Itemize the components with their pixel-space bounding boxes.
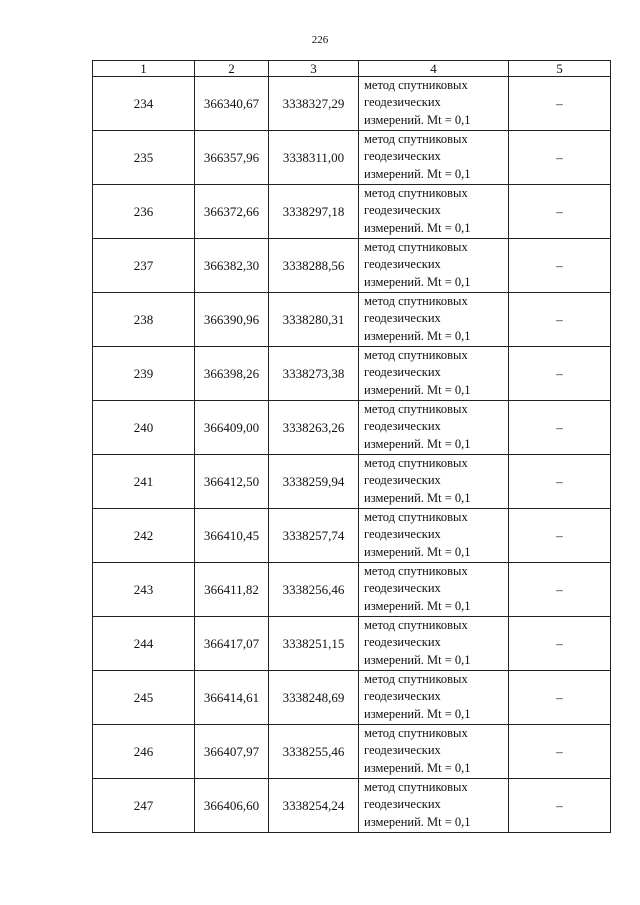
coordinate-x-cell: 366398,26: [195, 347, 269, 401]
table-row: [93, 779, 611, 833]
header-col-2: 2: [195, 61, 269, 77]
point-number-cell: 245: [93, 671, 195, 725]
coordinate-x-cell: 366410,45: [195, 509, 269, 563]
note-cell: –: [509, 725, 611, 779]
method-line: метод спутниковых: [364, 348, 468, 362]
table-row: [93, 563, 611, 617]
point-number-cell: 239: [93, 347, 195, 401]
coordinate-y-cell: 3338311,00: [269, 131, 359, 185]
method-line: метод спутниковых: [364, 726, 468, 740]
note-cell: –: [509, 509, 611, 563]
method-line: измерений. Mt = 0,1: [364, 652, 471, 667]
method-line: геодезических: [364, 419, 441, 434]
method-cell: [359, 131, 509, 185]
method-line: измерений. Mt = 0,1: [364, 706, 471, 721]
method-line: измерений. Mt = 0,1: [364, 598, 471, 613]
coordinate-y-cell: 3338263,26: [269, 401, 359, 455]
method-cell: [359, 455, 509, 509]
method-line: геодезических: [364, 527, 441, 542]
table-header: [93, 61, 611, 77]
method-line: измерений. Mt = 0,1: [364, 814, 471, 829]
method-line: измерений. Mt = 0,1: [364, 544, 471, 559]
coordinate-y-cell: 3338257,74: [269, 509, 359, 563]
point-number-cell: 237: [93, 239, 195, 293]
method-line: геодезических: [364, 581, 441, 596]
method-line: метод спутниковых: [364, 402, 468, 416]
table-row: [93, 455, 611, 509]
note-cell: –: [509, 671, 611, 725]
table-row: [93, 671, 611, 725]
method-cell: [359, 617, 509, 671]
method-line: измерений. Mt = 0,1: [364, 112, 471, 127]
coordinate-x-cell: 366417,07: [195, 617, 269, 671]
note-cell: –: [509, 131, 611, 185]
point-number-cell: 246: [93, 725, 195, 779]
method-line: геодезических: [364, 203, 441, 218]
coordinate-y-cell: 3338327,29: [269, 77, 359, 131]
header-col-3: 3: [269, 61, 359, 77]
header-row: [93, 61, 611, 77]
header-col-4: 4: [359, 61, 509, 77]
method-cell: [359, 239, 509, 293]
coordinate-y-cell: 3338297,18: [269, 185, 359, 239]
coordinate-x-cell: 366409,00: [195, 401, 269, 455]
method-cell: [359, 725, 509, 779]
coordinate-y-cell: 3338259,94: [269, 455, 359, 509]
note-cell: –: [509, 77, 611, 131]
table-row: [93, 185, 611, 239]
coordinate-y-cell: 3338255,46: [269, 725, 359, 779]
method-cell: [359, 347, 509, 401]
note-cell: –: [509, 239, 611, 293]
coordinate-y-cell: 3338256,46: [269, 563, 359, 617]
coordinate-x-cell: 366382,30: [195, 239, 269, 293]
method-line: измерений. Mt = 0,1: [364, 490, 471, 505]
header-col-1: 1: [93, 61, 195, 77]
method-line: метод спутниковых: [364, 510, 468, 524]
coordinate-x-cell: 366390,96: [195, 293, 269, 347]
table-row: [93, 77, 611, 131]
table-row: [93, 293, 611, 347]
table-row: [93, 725, 611, 779]
point-number-cell: 235: [93, 131, 195, 185]
method-line: метод спутниковых: [364, 186, 468, 200]
coordinate-x-cell: 366407,97: [195, 725, 269, 779]
note-cell: –: [509, 185, 611, 239]
method-cell: [359, 779, 509, 833]
coordinate-y-cell: 3338251,15: [269, 617, 359, 671]
method-line: геодезических: [364, 365, 441, 380]
method-cell: [359, 293, 509, 347]
method-cell: [359, 671, 509, 725]
point-number-cell: 244: [93, 617, 195, 671]
coordinates-table: [92, 60, 611, 833]
method-cell: [359, 185, 509, 239]
point-number-cell: 241: [93, 455, 195, 509]
method-line: измерений. Mt = 0,1: [364, 220, 471, 235]
page-number: 226: [311, 34, 329, 46]
coordinate-x-cell: 366411,82: [195, 563, 269, 617]
method-cell: [359, 77, 509, 131]
method-line: метод спутниковых: [364, 456, 468, 470]
method-line: метод спутниковых: [364, 564, 468, 578]
point-number-cell: 247: [93, 779, 195, 833]
point-number-cell: 242: [93, 509, 195, 563]
coordinate-x-cell: 366412,50: [195, 455, 269, 509]
method-line: метод спутниковых: [364, 672, 468, 686]
method-line: геодезических: [364, 689, 441, 704]
coordinate-x-cell: 366406,60: [195, 779, 269, 833]
method-line: метод спутниковых: [364, 618, 468, 632]
method-line: геодезических: [364, 95, 441, 110]
coordinate-x-cell: 366340,67: [195, 77, 269, 131]
method-line: геодезических: [364, 257, 441, 272]
method-line: геодезических: [364, 635, 441, 650]
method-line: метод спутниковых: [364, 780, 468, 794]
note-cell: –: [509, 347, 611, 401]
method-line: метод спутниковых: [364, 240, 468, 254]
table-row: [93, 239, 611, 293]
coordinate-y-cell: 3338248,69: [269, 671, 359, 725]
method-line: измерений. Mt = 0,1: [364, 760, 471, 775]
note-cell: –: [509, 779, 611, 833]
table-body: [93, 77, 611, 833]
method-line: измерений. Mt = 0,1: [364, 436, 471, 451]
method-cell: [359, 563, 509, 617]
note-cell: –: [509, 617, 611, 671]
note-cell: –: [509, 563, 611, 617]
method-line: геодезических: [364, 149, 441, 164]
point-number-cell: 240: [93, 401, 195, 455]
coordinate-y-cell: 3338273,38: [269, 347, 359, 401]
table-row: [93, 401, 611, 455]
table-row: [93, 617, 611, 671]
point-number-cell: 238: [93, 293, 195, 347]
method-cell: [359, 401, 509, 455]
method-line: измерений. Mt = 0,1: [364, 274, 471, 289]
point-number-cell: 236: [93, 185, 195, 239]
note-cell: –: [509, 293, 611, 347]
method-line: измерений. Mt = 0,1: [364, 166, 471, 181]
coordinate-x-cell: 366357,96: [195, 131, 269, 185]
method-line: измерений. Mt = 0,1: [364, 328, 471, 343]
method-cell: [359, 509, 509, 563]
method-line: измерений. Mt = 0,1: [364, 382, 471, 397]
coordinate-y-cell: 3338288,56: [269, 239, 359, 293]
coordinate-x-cell: 366372,66: [195, 185, 269, 239]
method-line: геодезических: [364, 743, 441, 758]
coordinate-x-cell: 366414,61: [195, 671, 269, 725]
table-row: [93, 347, 611, 401]
coordinate-y-cell: 3338254,24: [269, 779, 359, 833]
note-cell: –: [509, 401, 611, 455]
method-line: геодезических: [364, 473, 441, 488]
method-line: геодезических: [364, 797, 441, 812]
method-line: метод спутниковых: [364, 132, 468, 146]
method-line: метод спутниковых: [364, 294, 468, 308]
method-line: геодезических: [364, 311, 441, 326]
method-line: метод спутниковых: [364, 78, 468, 92]
note-cell: –: [509, 455, 611, 509]
point-number-cell: 243: [93, 563, 195, 617]
point-number-cell: 234: [93, 77, 195, 131]
table-row: [93, 131, 611, 185]
table-row: [93, 509, 611, 563]
coordinate-y-cell: 3338280,31: [269, 293, 359, 347]
header-col-5: 5: [509, 61, 611, 77]
